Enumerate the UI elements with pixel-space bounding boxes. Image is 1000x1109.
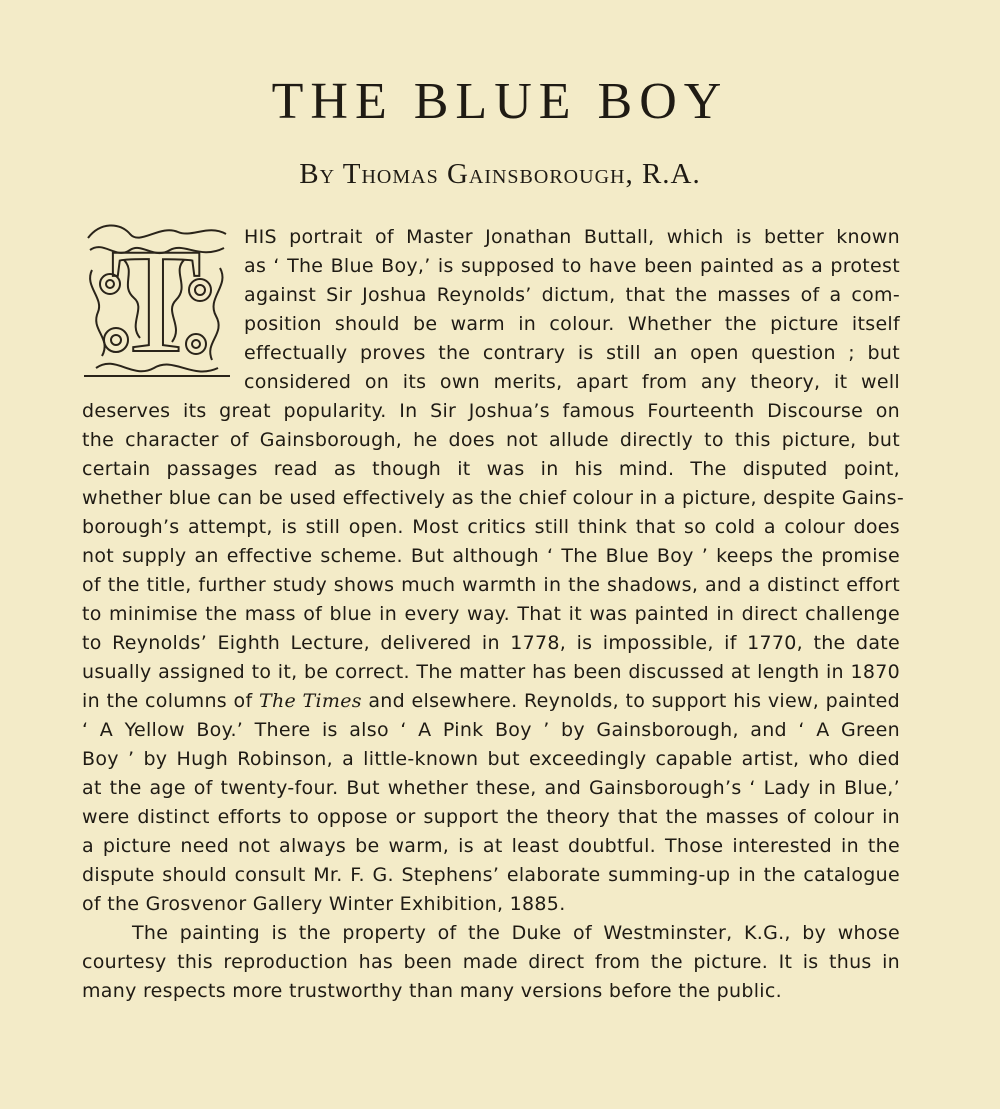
text-line: Boy ’ by Hugh Robinson, a little-known but exceedingly capable artist, who died: [82, 748, 900, 770]
text-line: effectually proves the contrary is still an open question ; but: [244, 342, 900, 364]
newspaper-title: The Times: [258, 690, 362, 712]
page-title: THE BLUE BOY: [271, 73, 729, 130]
text-line: considered on its own merits, apart from any theory, it well: [244, 371, 900, 393]
text-line: to minimise the mass of blue in every way. That it was painted in direct challenge: [82, 603, 900, 625]
text-line: borough’s attempt, is still open. Most critics still think that so cold a colour does: [82, 516, 900, 538]
text-line: deserves its great popularity. In Sir Joshua’s famous Fourteenth Discourse on: [82, 400, 900, 422]
text-line: position should be warm in colour. Whether the picture itself: [244, 313, 900, 335]
text-line: of the title, further study shows much warmth in the shadows, and a distinct effort: [82, 574, 900, 596]
text-line: at the age of twenty-four. But whether these, and Gainsborough’s ‘ Lady in Blue,’: [82, 777, 900, 799]
text-line: a picture need not always be warm, is at least doubtful. Those interested in the: [82, 835, 900, 857]
text-line: many respects more trustworthy than many versions before the public.: [82, 980, 782, 1002]
text-line: whether blue can be used effectively as the chief colour in a picture, despite Gains-: [82, 487, 904, 509]
drop-cap-letter: T: [110, 218, 202, 384]
text-line: usually assigned to it, be correct. The matter has been discussed at length in 1870: [82, 661, 900, 683]
text-line: certain passages read as though it was in his mind. The disputed point,: [82, 458, 900, 480]
text-line: courtesy this reproduction has been made direct from the picture. It is thus in: [82, 951, 900, 973]
text-line: ‘ A Yellow Boy.’ There is also ‘ A Pink Boy ’ by Gainsborough, and ‘ A Green: [82, 719, 900, 741]
text-line: not supply an effective scheme. But although ‘ The Blue Boy ’ keeps the promise: [82, 545, 900, 567]
text-line: dispute should consult Mr. F. G. Stephens’ elaborate summing-up in the catalogue: [82, 864, 900, 886]
text-line: were distinct efforts to oppose or support the theory that the masses of colour in: [82, 806, 900, 828]
text-line: The painting is the property of the Duke of Westminster, K.G., by whose: [132, 922, 900, 944]
text-span: and elsewhere. Reynolds, to support his view, painted: [361, 690, 900, 712]
text-line: as ‘ The Blue Boy,’ is supposed to have been painted as a protest: [244, 255, 900, 277]
text-line: to Reynolds’ Eighth Lecture, delivered in 1778, is impossible, if 1770, the date: [82, 632, 900, 654]
byline: By Thomas Gainsborough, R.A.: [299, 158, 701, 190]
text-line: HIS portrait of Master Jonathan Buttall, which is better known: [244, 226, 900, 248]
text-line-times: [82, 687, 900, 716]
text-line: the character of Gainsborough, he does not allude directly to this picture, but: [82, 429, 900, 451]
text-line: against Sir Joshua Reynolds’ dictum, that the masses of a com-: [244, 284, 900, 306]
text-line: of the Grosvenor Gallery Winter Exhibition, 1885.: [82, 893, 566, 915]
text-span: in the columns of: [82, 690, 259, 712]
ornamental-initial: [80, 220, 232, 382]
